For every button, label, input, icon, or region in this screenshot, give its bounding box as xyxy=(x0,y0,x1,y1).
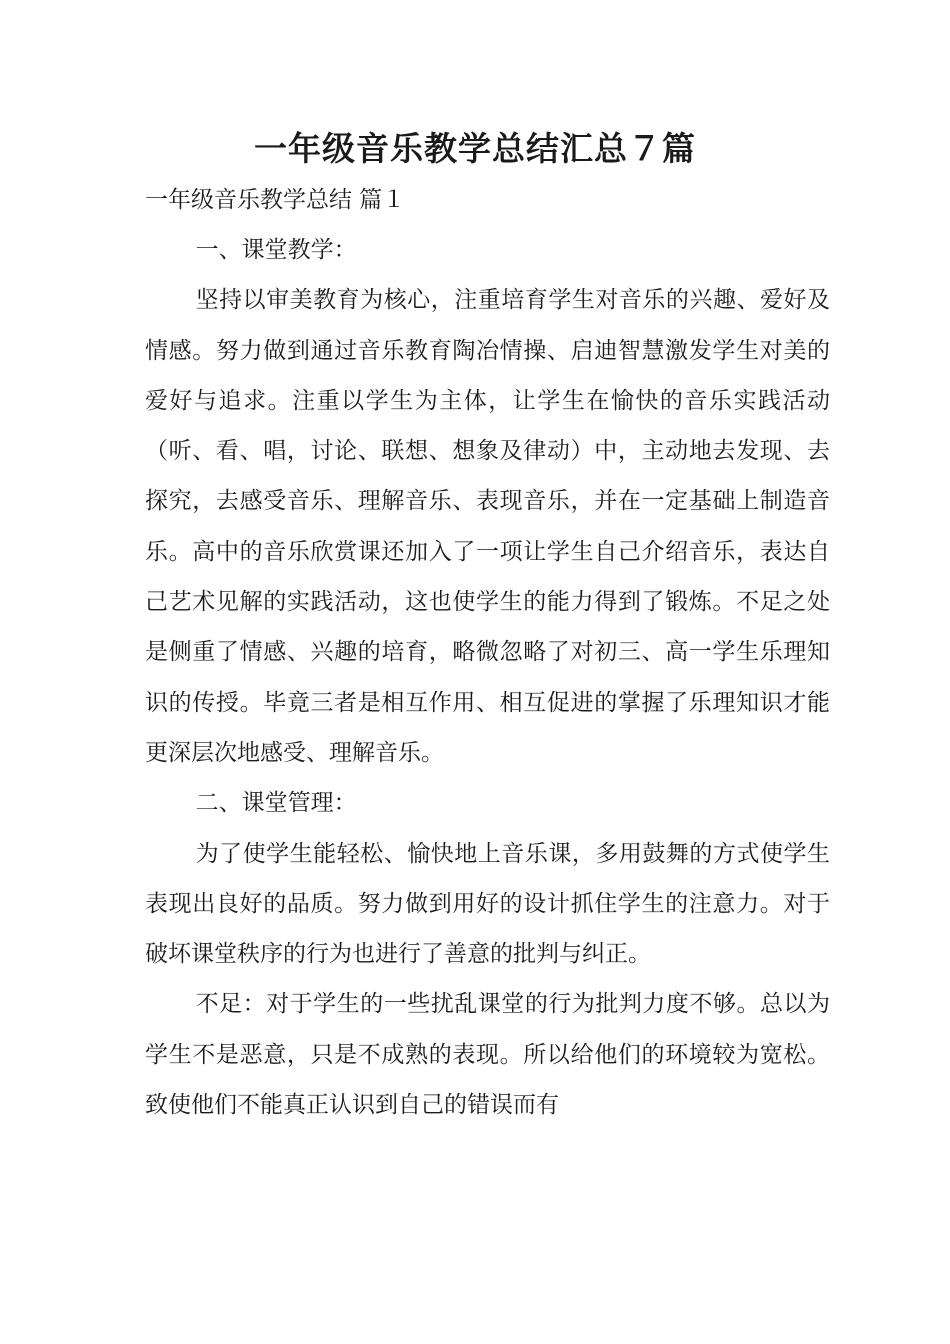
section-subtitle: 一年级音乐教学总结 篇１ xyxy=(145,187,406,213)
paragraph-shortcomings: 不足：对于学生的一些扰乱课堂的行为批判力度不够。总以为学生不是恶意，只是不成熟的表现。所以给他们的环境较为宽松。致使他们不能真正认识到自己的错误而有 xyxy=(145,991,830,1119)
section-heading-classroom-teaching: 一、课堂教学： xyxy=(195,237,357,263)
section-heading-classroom-management: 二、课堂管理： xyxy=(195,790,357,817)
paragraph-management-content: 为了使学生能轻松、愉快地上音乐课，多用鼓舞的方式使学生表现出良好的品质。努力做到用好的设计抓住学生的注意力。对于破坏课堂秩序的行为也进行了善意的批判与纠正。 xyxy=(145,840,830,968)
paragraph-teaching-content: 坚持以审美教育为核心，注重培育学生对音乐的兴趣、爱好及情感。努力做到通过音乐教育陶冶情操、启迪智慧激发学生对美的爱好与追求。注重以学生为主体，让学生在愉快的音乐实践活动（听、看、唱，讨论、联想、想象及律动）中，主动地去发现、去探究，去感受音乐、理解音乐、表现音乐，并在一定基础上制造音乐。高中的音乐欣赏课还加入了一项让学生自己介绍音乐，表达自己艺术见解的实践活动，这也使学生的能力得到了锻炼。不足之处是侧重了情感、兴趣的培育，略微忽略了对初三、高一学生乐理知识的传授。毕竟三者是相互作用、相互促进的掌握了乐理知识才能更深层次地感受、理解音乐。 xyxy=(145,287,830,766)
document-title: 一年级音乐教学总结汇总７篇 xyxy=(254,129,696,168)
document-body xyxy=(145,225,830,1130)
